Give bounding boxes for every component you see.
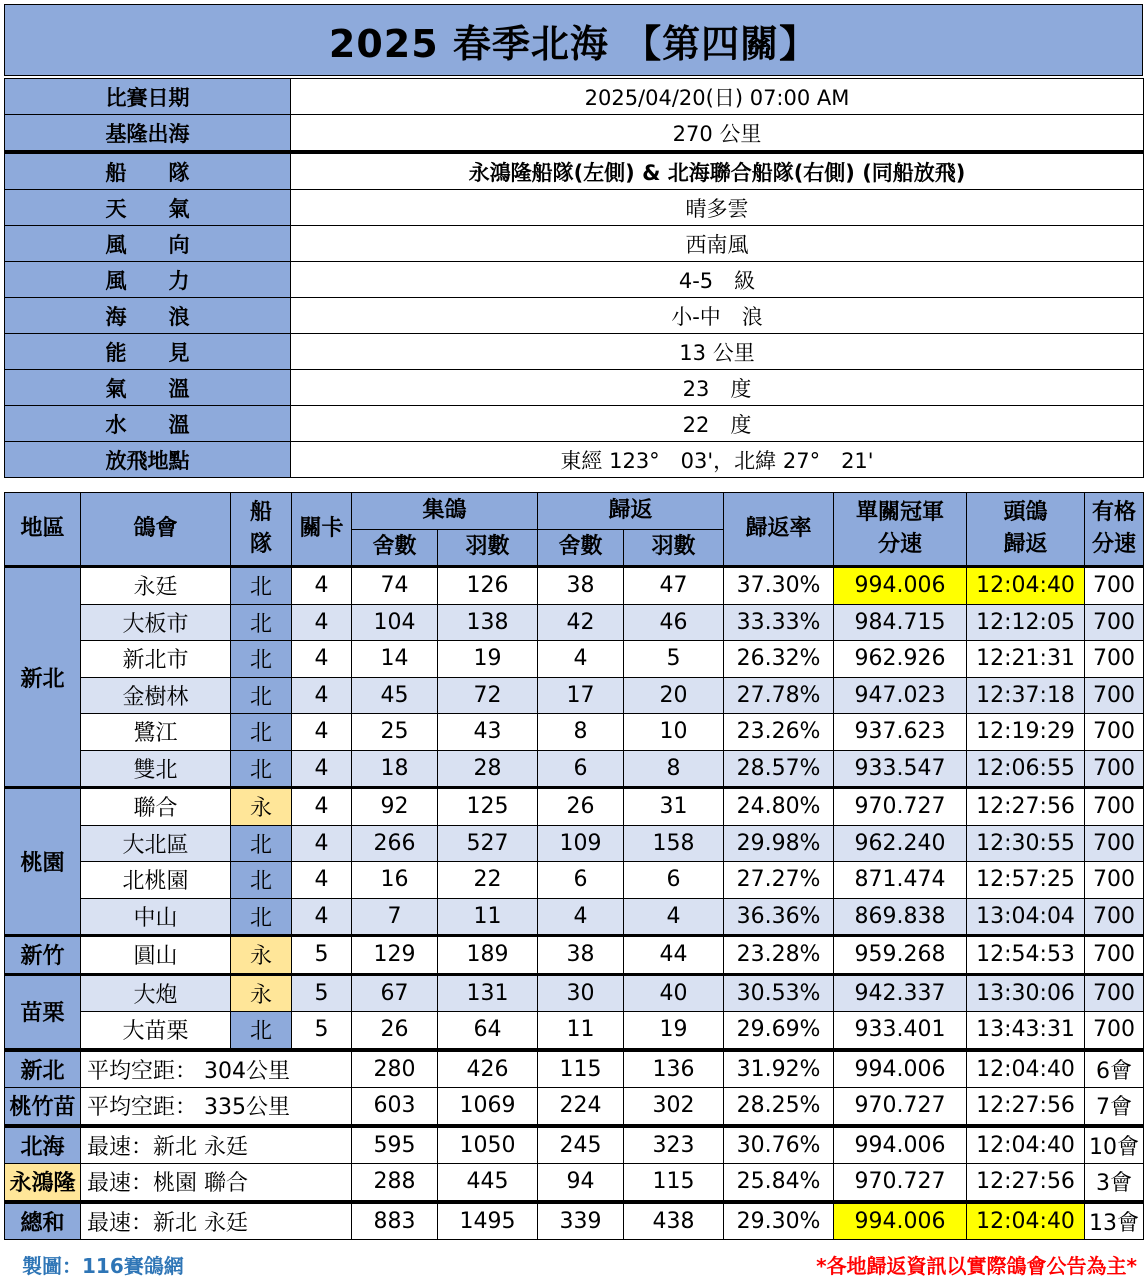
club-count: 10會 — [1085, 1126, 1144, 1164]
club-row — [5, 714, 1144, 751]
return-lofts: 26 — [538, 788, 624, 826]
first-return: 12:27:56 — [967, 1088, 1085, 1126]
return-lofts: 245 — [538, 1126, 624, 1164]
stage: 4 — [292, 898, 352, 936]
club-row — [5, 825, 1144, 862]
champion-speed: 970.727 — [834, 788, 967, 826]
qualify-speed: 700 — [1085, 750, 1144, 788]
info-value: 270 公里 — [291, 115, 1144, 153]
champion-speed: 947.023 — [834, 677, 967, 714]
return-rate: 27.78% — [724, 677, 834, 714]
info-label: 風 向 — [5, 226, 291, 262]
gather-lofts: 18 — [352, 750, 438, 788]
summary-row — [5, 1126, 1144, 1164]
return-birds: 5 — [624, 641, 724, 678]
gather-lofts: 129 — [352, 936, 438, 975]
info-row — [5, 226, 1144, 262]
info-value: 永鴻隆船隊(左側) & 北海聯合船隊(右側) (同船放飛) — [291, 152, 1144, 190]
header-lofts: 舍數 — [352, 529, 438, 567]
qualify-speed: 700 — [1085, 788, 1144, 826]
info-value: 22 度 — [291, 406, 1144, 442]
gather-lofts: 288 — [352, 1164, 438, 1202]
summary-note: 最速：桃園 聯合 — [81, 1164, 352, 1202]
team-badge: 北 — [231, 641, 292, 678]
info-label: 風 力 — [5, 262, 291, 298]
return-lofts: 6 — [538, 862, 624, 899]
return-rate: 24.80% — [724, 788, 834, 826]
header-region: 地區 — [5, 493, 81, 567]
return-birds: 44 — [624, 936, 724, 975]
info-row — [5, 370, 1144, 406]
header-stage: 關卡 — [292, 493, 352, 567]
return-birds: 302 — [624, 1088, 724, 1126]
info-value: 4-5 級 — [291, 262, 1144, 298]
region-cell: 新竹 — [5, 936, 81, 975]
return-birds: 158 — [624, 825, 724, 862]
champion-speed: 962.240 — [834, 825, 967, 862]
first-return: 12:27:56 — [967, 1164, 1085, 1202]
club-name: 大炮 — [81, 974, 231, 1012]
qualify-speed: 700 — [1085, 974, 1144, 1012]
header-first: 頭鴿 歸返 — [967, 493, 1085, 567]
gather-lofts: 883 — [352, 1202, 438, 1240]
club-count: 6會 — [1085, 1050, 1144, 1088]
return-lofts: 94 — [538, 1164, 624, 1202]
return-birds: 4 — [624, 898, 724, 936]
club-count: 13會 — [1085, 1202, 1144, 1240]
club-count: 3會 — [1085, 1164, 1144, 1202]
stage: 4 — [292, 750, 352, 788]
return-birds: 40 — [624, 974, 724, 1012]
stage: 4 — [292, 567, 352, 605]
team-badge: 北 — [231, 862, 292, 899]
team-badge: 北 — [231, 1012, 292, 1050]
champion-speed: 994.006 — [834, 1202, 967, 1240]
summary-note: 平均空距： 304公里 — [81, 1050, 352, 1088]
club-name: 圓山 — [81, 936, 231, 975]
champion-speed: 959.268 — [834, 936, 967, 975]
gather-lofts: 266 — [352, 825, 438, 862]
gather-lofts: 92 — [352, 788, 438, 826]
info-row — [5, 442, 1144, 478]
return-rate: 30.76% — [724, 1126, 834, 1164]
info-label: 比賽日期 — [5, 79, 291, 115]
info-label: 基隆出海 — [5, 115, 291, 153]
info-row — [5, 298, 1144, 334]
return-rate: 28.57% — [724, 750, 834, 788]
return-birds: 31 — [624, 788, 724, 826]
qualify-speed: 700 — [1085, 604, 1144, 641]
first-return: 12:04:40 — [967, 567, 1085, 605]
club-row — [5, 604, 1144, 641]
gather-birds: 43 — [438, 714, 538, 751]
gather-lofts: 595 — [352, 1126, 438, 1164]
team-badge: 永 — [231, 936, 292, 975]
club-name: 聯合 — [81, 788, 231, 826]
header-birds: 羽數 — [624, 529, 724, 567]
champion-speed: 933.401 — [834, 1012, 967, 1050]
gather-birds: 22 — [438, 862, 538, 899]
return-lofts: 224 — [538, 1088, 624, 1126]
return-birds: 136 — [624, 1050, 724, 1088]
gather-birds: 1495 — [438, 1202, 538, 1240]
return-lofts: 115 — [538, 1050, 624, 1088]
club-row — [5, 862, 1144, 899]
return-rate: 27.27% — [724, 862, 834, 899]
champion-speed: 933.547 — [834, 750, 967, 788]
club-row — [5, 641, 1144, 678]
gather-birds: 189 — [438, 936, 538, 975]
gather-birds: 19 — [438, 641, 538, 678]
return-rate: 37.30% — [724, 567, 834, 605]
return-rate: 31.92% — [724, 1050, 834, 1088]
summary-label: 總和 — [5, 1202, 81, 1240]
header-team: 船 隊 — [231, 493, 292, 567]
champion-speed: 942.337 — [834, 974, 967, 1012]
gather-lofts: 67 — [352, 974, 438, 1012]
return-birds: 115 — [624, 1164, 724, 1202]
first-return: 13:30:06 — [967, 974, 1085, 1012]
champion-speed: 962.926 — [834, 641, 967, 678]
info-row — [5, 152, 1144, 190]
club-name: 永廷 — [81, 567, 231, 605]
summary-label: 永鴻隆 — [5, 1164, 81, 1202]
page-title: 2025 春季北海 【第四關】 — [5, 5, 1143, 76]
gather-birds: 125 — [438, 788, 538, 826]
return-rate: 29.69% — [724, 1012, 834, 1050]
return-lofts: 38 — [538, 567, 624, 605]
stage: 4 — [292, 825, 352, 862]
club-row — [5, 1012, 1144, 1050]
info-row — [5, 334, 1144, 370]
gather-birds: 1069 — [438, 1088, 538, 1126]
team-badge: 永 — [231, 788, 292, 826]
stage: 4 — [292, 641, 352, 678]
info-label: 放飛地點 — [5, 442, 291, 478]
return-lofts: 42 — [538, 604, 624, 641]
header-rate: 歸返率 — [724, 493, 834, 567]
summary-note: 最速：新北 永廷 — [81, 1126, 352, 1164]
return-birds: 46 — [624, 604, 724, 641]
stage: 4 — [292, 677, 352, 714]
club-row — [5, 677, 1144, 714]
champion-speed: 994.006 — [834, 567, 967, 605]
gather-birds: 527 — [438, 825, 538, 862]
gather-lofts: 74 — [352, 567, 438, 605]
info-value: 西南風 — [291, 226, 1144, 262]
champion-speed: 994.006 — [834, 1126, 967, 1164]
region-cell: 新北 — [5, 567, 81, 788]
stage: 5 — [292, 1012, 352, 1050]
region-cell: 桃園 — [5, 788, 81, 936]
club-name: 新北市 — [81, 641, 231, 678]
info-row — [5, 79, 1144, 115]
summary-label: 北海 — [5, 1126, 81, 1164]
gather-birds: 138 — [438, 604, 538, 641]
first-return: 12:04:40 — [967, 1050, 1085, 1088]
club-row — [5, 898, 1144, 936]
return-rate: 33.33% — [724, 604, 834, 641]
qualify-speed: 700 — [1085, 677, 1144, 714]
club-row — [5, 974, 1144, 1012]
first-return: 13:04:04 — [967, 898, 1085, 936]
header-returned: 歸返 — [538, 493, 724, 530]
champion-speed: 869.838 — [834, 898, 967, 936]
qualify-speed: 700 — [1085, 567, 1144, 605]
info-label: 水 溫 — [5, 406, 291, 442]
header-birds: 羽數 — [438, 529, 538, 567]
return-birds: 47 — [624, 567, 724, 605]
return-rate: 29.98% — [724, 825, 834, 862]
first-return: 12:19:29 — [967, 714, 1085, 751]
return-lofts: 4 — [538, 641, 624, 678]
return-lofts: 339 — [538, 1202, 624, 1240]
return-birds: 20 — [624, 677, 724, 714]
team-badge: 北 — [231, 567, 292, 605]
first-return: 12:30:55 — [967, 825, 1085, 862]
champion-speed: 970.727 — [834, 1164, 967, 1202]
gather-lofts: 26 — [352, 1012, 438, 1050]
club-name: 北桃園 — [81, 862, 231, 899]
info-label: 海 浪 — [5, 298, 291, 334]
first-return: 12:04:40 — [967, 1126, 1085, 1164]
info-row — [5, 262, 1144, 298]
team-badge: 北 — [231, 604, 292, 641]
qualify-speed: 700 — [1085, 1012, 1144, 1050]
return-rate: 30.53% — [724, 974, 834, 1012]
return-lofts: 109 — [538, 825, 624, 862]
return-lofts: 6 — [538, 750, 624, 788]
info-value: 晴多雲 — [291, 190, 1144, 226]
header-club: 鴿會 — [81, 493, 231, 567]
club-name: 雙北 — [81, 750, 231, 788]
summary-note: 最速：新北 永廷 — [81, 1202, 352, 1240]
info-row — [5, 190, 1144, 226]
team-badge: 永 — [231, 974, 292, 1012]
return-lofts: 30 — [538, 974, 624, 1012]
gather-birds: 64 — [438, 1012, 538, 1050]
summary-row — [5, 1088, 1144, 1126]
stage: 4 — [292, 714, 352, 751]
summary-row — [5, 1164, 1144, 1202]
first-return: 12:27:56 — [967, 788, 1085, 826]
qualify-speed: 700 — [1085, 862, 1144, 899]
champion-speed: 871.474 — [834, 862, 967, 899]
gather-birds: 126 — [438, 567, 538, 605]
champion-speed: 994.006 — [834, 1050, 967, 1088]
gather-lofts: 14 — [352, 641, 438, 678]
club-name: 大苗栗 — [81, 1012, 231, 1050]
qualify-speed: 700 — [1085, 641, 1144, 678]
qualify-speed: 700 — [1085, 714, 1144, 751]
info-label: 船 隊 — [5, 152, 291, 190]
club-row — [5, 567, 1144, 605]
info-value: 23 度 — [291, 370, 1144, 406]
info-label: 天 氣 — [5, 190, 291, 226]
info-value: 小-中 浪 — [291, 298, 1144, 334]
club-name: 鷺江 — [81, 714, 231, 751]
info-value: 2025/04/20(日) 07:00 AM — [291, 79, 1144, 115]
champion-speed: 970.727 — [834, 1088, 967, 1126]
gather-birds: 445 — [438, 1164, 538, 1202]
header-lofts: 舍數 — [538, 529, 624, 567]
footer-note: *各地歸返資訊以實際鴿會公告為主* — [816, 1254, 1137, 1278]
first-return: 12:21:31 — [967, 641, 1085, 678]
return-birds: 10 — [624, 714, 724, 751]
return-rate: 25.84% — [724, 1164, 834, 1202]
team-badge: 北 — [231, 898, 292, 936]
return-birds: 438 — [624, 1202, 724, 1240]
gather-birds: 131 — [438, 974, 538, 1012]
team-badge: 北 — [231, 714, 292, 751]
summary-row — [5, 1202, 1144, 1240]
summary-note: 平均空距： 335公里 — [81, 1088, 352, 1126]
stage: 5 — [292, 936, 352, 975]
gather-birds: 11 — [438, 898, 538, 936]
gather-lofts: 603 — [352, 1088, 438, 1126]
club-count: 7會 — [1085, 1088, 1144, 1126]
info-value: 東經 123° 03'，北緯 27° 21' — [291, 442, 1144, 478]
return-lofts: 11 — [538, 1012, 624, 1050]
footer-credit: 製圖：116賽鴿網 — [22, 1254, 184, 1278]
info-value: 13 公里 — [291, 334, 1144, 370]
gather-birds: 28 — [438, 750, 538, 788]
first-return: 12:12:05 — [967, 604, 1085, 641]
return-rate: 36.36% — [724, 898, 834, 936]
gather-birds: 1050 — [438, 1126, 538, 1164]
info-row — [5, 115, 1144, 153]
first-return: 12:04:40 — [967, 1202, 1085, 1240]
first-return: 12:57:25 — [967, 862, 1085, 899]
first-return: 12:54:53 — [967, 936, 1085, 975]
return-rate: 28.25% — [724, 1088, 834, 1126]
team-badge: 北 — [231, 750, 292, 788]
info-row — [5, 406, 1144, 442]
club-name: 金樹林 — [81, 677, 231, 714]
club-name: 大板市 — [81, 604, 231, 641]
first-return: 13:43:31 — [967, 1012, 1085, 1050]
stage: 4 — [292, 862, 352, 899]
club-name: 大北區 — [81, 825, 231, 862]
club-row — [5, 788, 1144, 826]
gather-lofts: 16 — [352, 862, 438, 899]
return-rate: 23.26% — [724, 714, 834, 751]
gather-lofts: 104 — [352, 604, 438, 641]
summary-label: 桃竹苗 — [5, 1088, 81, 1126]
header-gather: 集鴿 — [352, 493, 538, 530]
gather-lofts: 7 — [352, 898, 438, 936]
return-lofts: 38 — [538, 936, 624, 975]
gather-birds: 72 — [438, 677, 538, 714]
gather-lofts: 280 — [352, 1050, 438, 1088]
qualify-speed: 700 — [1085, 898, 1144, 936]
first-return: 12:37:18 — [967, 677, 1085, 714]
header-champ: 單關冠軍 分速 — [834, 493, 967, 567]
return-birds: 19 — [624, 1012, 724, 1050]
club-name: 中山 — [81, 898, 231, 936]
club-row — [5, 936, 1144, 975]
return-rate: 26.32% — [724, 641, 834, 678]
club-row — [5, 750, 1144, 788]
gather-lofts: 45 — [352, 677, 438, 714]
stage: 5 — [292, 974, 352, 1012]
return-birds: 8 — [624, 750, 724, 788]
first-return: 12:06:55 — [967, 750, 1085, 788]
return-birds: 6 — [624, 862, 724, 899]
champion-speed: 984.715 — [834, 604, 967, 641]
header-row — [5, 493, 1144, 530]
return-rate: 23.28% — [724, 936, 834, 975]
summary-label: 新北 — [5, 1050, 81, 1088]
stage: 4 — [292, 788, 352, 826]
return-rate: 29.30% — [724, 1202, 834, 1240]
info-label: 氣 溫 — [5, 370, 291, 406]
gather-birds: 426 — [438, 1050, 538, 1088]
return-lofts: 4 — [538, 898, 624, 936]
team-badge: 北 — [231, 677, 292, 714]
qualify-speed: 700 — [1085, 936, 1144, 975]
summary-row — [5, 1050, 1144, 1088]
stage: 4 — [292, 604, 352, 641]
region-cell: 苗栗 — [5, 974, 81, 1050]
gather-lofts: 25 — [352, 714, 438, 751]
header-qual: 有格 分速 — [1085, 493, 1144, 567]
team-badge: 北 — [231, 825, 292, 862]
champion-speed: 937.623 — [834, 714, 967, 751]
return-birds: 323 — [624, 1126, 724, 1164]
return-lofts: 8 — [538, 714, 624, 751]
qualify-speed: 700 — [1085, 825, 1144, 862]
return-lofts: 17 — [538, 677, 624, 714]
info-label: 能 見 — [5, 334, 291, 370]
